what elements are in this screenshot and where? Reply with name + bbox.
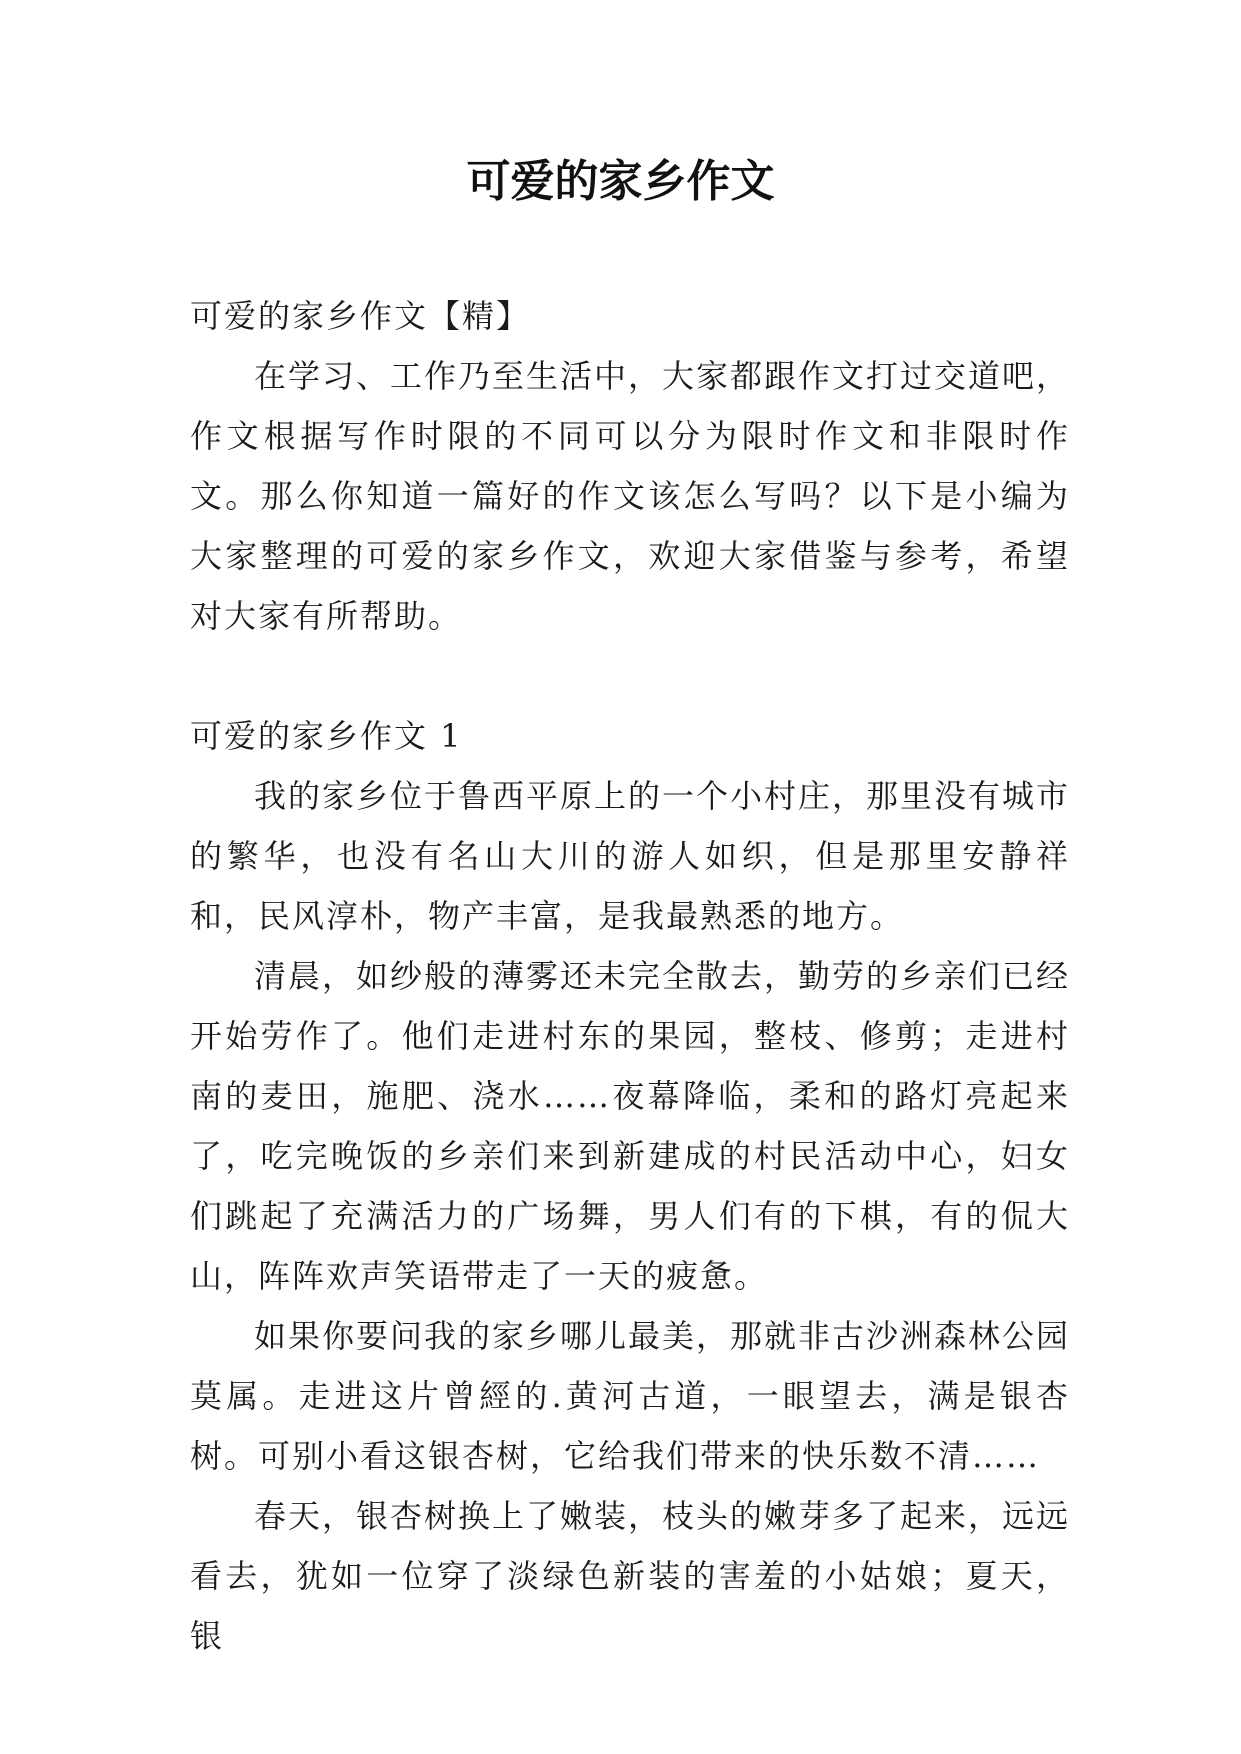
document-body	[190, 286, 1070, 1666]
body-paragraph: 春天，银杏树换上了嫩装，枝头的嫩芽多了起来，远远看去，犹如一位穿了淡绿色新装的害羞的小姑娘；夏天，银	[190, 1497, 1071, 1655]
document-title: 可爱的家乡作文	[466, 156, 775, 207]
section-heading: 可爱的家乡作文 1	[190, 717, 463, 755]
body-paragraph: 清晨，如纱般的薄雾还未完全散去，勤劳的乡亲们已经开始劳作了。他们走进村东的果园，整枝、修剪；走进村南的麦田，施肥、浇水……夜幕降临，柔和的路灯亮起来了，吃完晚饭的乡亲们来到新建成的村民活动中心，妇女们跳起了充满活力的广场舞，男人们有的下棋，有的侃大山，阵阵欢声笑语带走了一天的疲惫。	[190, 957, 1071, 1295]
body-paragraph: 如果你要问我的家乡哪儿最美，那就非古沙洲森林公园莫属。走进这片曾經的.黄河古道，一眼望去，满是银杏树。可别小看这银杏树，它给我们带来的快乐数不清……	[190, 1317, 1071, 1475]
document-subtitle: 可爱的家乡作文【精】	[190, 297, 531, 335]
intro-paragraph: 在学习、工作乃至生活中，大家都跟作文打过交道吧，作文根据写作时限的不同可以分为限时作文和非限时作文。那么你知道一篇好的作文该怎么写吗？以下是小编为大家整理的可爱的家乡作文，欢迎大家借鉴与参考，希望对大家有所帮助。	[190, 357, 1071, 635]
body-paragraph: 我的家乡位于鲁西平原上的一个小村庄，那里没有城市的繁华，也没有名山大川的游人如织，但是那里安静祥和，民风淳朴，物产丰富，是我最熟悉的地方。	[190, 777, 1071, 935]
section-spacer	[190, 646, 1070, 706]
